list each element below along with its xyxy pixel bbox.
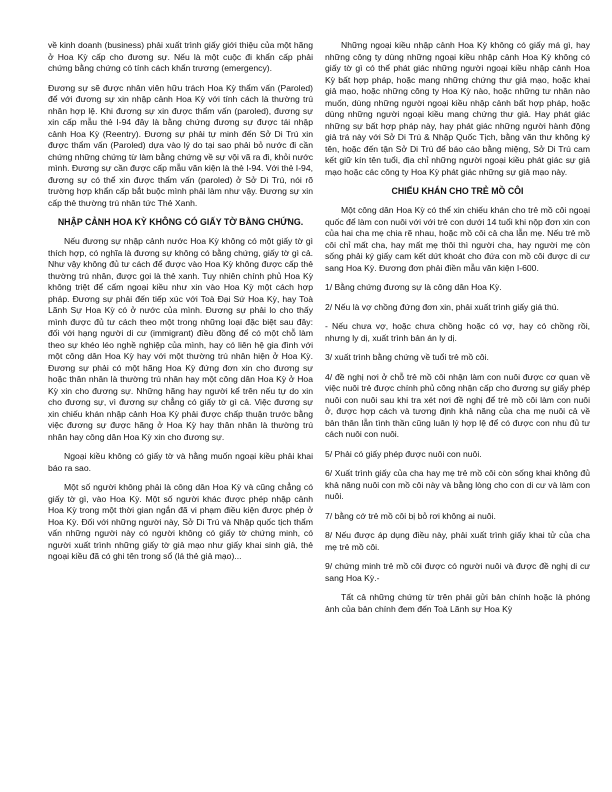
list-item: 9/ chứng minh trẻ mồ côi được có người nuôi và được đề nghị di cư sang Hoa Kỳ.- — [325, 561, 590, 583]
paragraph: Một công dân Hoa Kỳ có thể xin chiếu khán cho trẻ mồ côi ngoại quốc để làm con nuôi với với trẻ con dưới 14 tuổi khi nộp đơn xin con của hai cha mẹ chia rẽ nhau, hoặc mồ côi cả cha lẫn mẹ. Nếu trẻ mồ côi chỉ mất cha, hay mất mẹ thôi thì người cha, hay người mẹ còn sống phải ký giấy cam kết dứt khoát cho đứa con mồ côi được di cư sang Hoa Kỳ. Đương đơn phải điền mẫu văn kiện I-600. — [325, 205, 590, 273]
paragraph: Một số người không phải là công dân Hoa Kỳ và cũng chẳng có giấy tờ gì, vào Hoa Kỳ. Một số người khác được phép nhập cảnh Hoa Kỳ trong một thời gian ngắn đã vi phạm điều kiện được phép ở Hoa Kỳ. Đối với những người này, Sở Di Trú và Nhập quốc tịch thẩm vấn những người này có người không có giấy tờ chứng minh, có người xuất trình những giấy tờ giả mạo như giấy khai sinh giả, thẻ ngoại kiều đã có ghi tên trong sổ (lá thẻ giả mạo)... — [48, 482, 313, 561]
list-item: 1/ Bằng chứng đương sự là công dân Hoa Kỳ. — [325, 282, 502, 292]
list-item: 3/ xuất trình bằng chứng về tuổi trẻ mồ côi. — [325, 352, 489, 362]
list-item: 6/ Xuất trình giấy của cha hay mẹ trẻ mồ côi còn sống khai không đủ khả năng nuôi con mồ côi này và bằng lòng cho con di cư và làm con nuôi. — [325, 468, 590, 501]
section-heading: NHẬP CẢNH HOA KỲ KHÔNG CÓ GIẤY TỜ BẰNG CHỨNG. — [57, 217, 304, 227]
list-item: 8/ Nếu được áp dụng điều này, phải xuất trình giấy khai tử của cha mẹ trẻ mồ côi. — [325, 530, 590, 552]
paragraph: Những ngoại kiều nhập cảnh Hoa Kỳ không có giấy má gì, hay những công ty dùng những ngoại kiều nhập cảnh Hoa Kỳ không có giấy tờ gì có thể phát giác những người ngoại kiều nhập cảnh Hoa Kỳ bất hợp pháp, hoặc mang những chứng thư giả mạo, hoặc khai giả mạo, hoặc những công ty Hoa Kỳ nào, hoặc những tư nhân nào muốn, dùng những người ngoại kiều nhập cảnh bất hợp pháp, hoặc dùng những người ngoại kiều mang chứng thư giả. Hay phát giác những sự bất hợp pháp này, hay phát giác những người hành động giả trá này với Sở Di Trú & Nhập Quốc Tịch, bằng văn thư không ký tên, hoặc đến tận Sở Di Trú để báo cáo bằng miệng, Sở Di Trú cam kết giữ kín tên tuổi, địa chỉ những người ngoại kiều phát giác sự giả mạo hoặc các công ty Hoa Kỳ phát giác những sự giả mạo này. — [325, 40, 590, 177]
paragraph: Ngoại kiều không có giấy tờ và hằng muốn ngoại kiều phải khai báo ra sao. — [48, 451, 313, 473]
list-item: 7/ bằng cớ trẻ mồ côi bị bỏ rơi không ai nuôi. — [325, 510, 496, 521]
left-column — [48, 40, 313, 792]
list-item: 4/ đề nghị nơi ở chỗ trẻ mồ côi nhận làm con nuôi được cơ quan về việc nuôi trẻ được chính phủ công nhận cấp cho đương sự giấy phép nuôi con nuôi sau khi tra xét nơi đề nghị để trẻ mồ côi làm con nuôi ở, được hợp cách và tương định khả năng của cha mẹ nuôi cả về bản thân lẫn tình thần cũng luân lý hợp lệ để có được con nhu đủ tư cách nuôi con nuôi. — [325, 371, 590, 439]
paragraph: về kinh doanh (business) phải xuất trình giấy giới thiệu của một hãng ở Hoa Kỳ cấp cho đương sự. Nếu là một cuộc đi khẩn cấp phải chứng bằng chứng có tính cách khẩn trương (emergency). — [48, 40, 313, 73]
section-heading: CHIẾU KHÁN CHO TRẺ MỒ CÔI — [391, 186, 524, 196]
list-item: - Nếu chưa vợ, hoặc chưa chồng hoặc có vợ, hay có chồng rồi, nhưng ly dị, xuất trình bản án ly dị. — [325, 321, 590, 343]
list-item: 2/ Nếu là vợ chồng đứng đơn xin, phải xuất trình giấy giá thú. — [325, 301, 559, 312]
list-item: 5/ Phải có giấy phép được nuôi con nuôi. — [325, 448, 482, 459]
paragraph: Nếu đương sự nhập cảnh nước Hoa Kỳ không có một giấy tờ gì thích hợp, có nghĩa là đương sự không có bằng chứng, giấy tờ gì cả. Như vậy không đủ tư cách để được vào Hoa Kỳ không được cấp thẻ thường trú nhân, được gọi là thẻ xanh. Tuy nhiên chính phủ Hoa Kỳ không triệt để cấm ngoại kiều như xin vào Hoa Kỳ một cách hợp pháp. Đương sự phải đến tiếp xúc với Toà Đại Sứ Hoa Kỳ, hay Toà Lãnh Sự Hoa Kỳ có ở nước của mình. Đương sự phải lo cho thấy mình được đủ tư cách theo một trong những loại đặc biệt sau đây: đối với hạng người di cư (immigrant) điều đồng để có một chỗ làm theo sự khéo léo nghề nghiệp của mình, hay có liên hệ gia đình với một công dân Hoa Kỳ hay với một thường trú nhân hiện ở Hoa Kỳ. Đương sự phải có một hãng Hoa Kỳ đứng đơn xin cho đương sự hoặc thân nhân là thường trú nhân hay một công dân Hoa Kỳ ở Hoa Kỳ xin cho đương sự. Những hãng hay người kể trên nếu tự do xin cho đương sự, vì đương sự chẳng có giấy tờ gì cả. Việc đương sự xin chiếu khán nhập cảnh Hoa Kỳ phải được chấp thuận trước bằng việc đương sự được hãng ở Hoa Kỳ hay thân nhân là thường trú nhân hay công dân Hoa Kỳ xin cho đương sự. — [48, 236, 313, 442]
right-column — [325, 40, 590, 792]
paragraph: Tất cả những chứng từ trên phải gửi bản chính hoặc là phóng ảnh của bản chính đem đến Toà Lãnh sự Hoa Kỳ — [325, 592, 590, 614]
paragraph: Đương sự sẽ được nhân viên hữu trách Hoa Kỳ thẩm vấn (Paroled) để với đương sự xin nhập cảnh Hoa Kỳ với tính cách là thường trú nhân hợp lệ. Khi đương sự xin được thẩm vấn (paroled), đương sự xin cấp mẫu thẻ I-94 đây là bằng chứng đương sự được tái nhập cảnh Hoa Kỳ (Reentry). Đương sự phải tự minh đến Sở Di Trú xin được thẩm vấn (Paroled) dựa vào lý do tại sao phải bỏ nước đi cần chứng những chứng từ làm bằng chứng về sự vội vã ra đi, khỏi nước mình. Đương sự cần được cấp mẫu văn kiện là thẻ I-94. Với thẻ I-94, đương sự có thể xin được thẩm vấn (paroled) ở Sở Di Trú, nói rõ trường hợp khẩn cấp bắt buộc mình phải làm như vậy. Đương sự xin cấp thẻ thường trú nhân tức Thẻ Xanh. — [48, 82, 313, 208]
